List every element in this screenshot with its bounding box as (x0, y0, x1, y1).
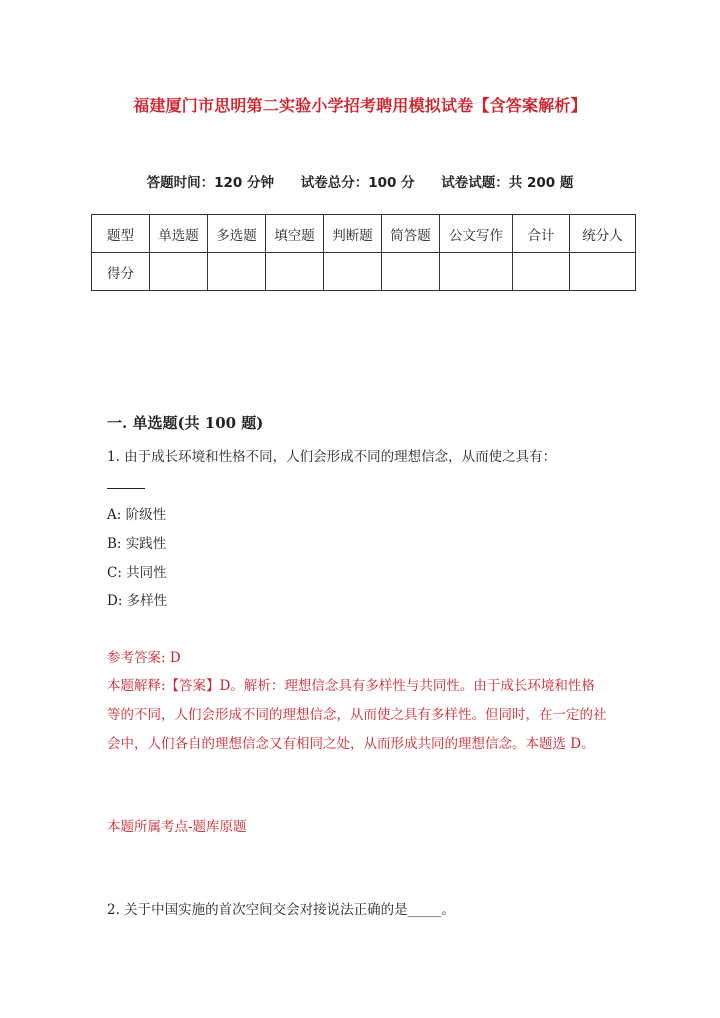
reference-answer: 参考答案: D (107, 650, 181, 666)
score-cell (513, 253, 570, 291)
score-header-cell: 多选题 (208, 215, 266, 253)
question-source: 本题所属考点-题库原题 (107, 819, 247, 835)
score-table (91, 214, 636, 291)
option-a: A: 阶级性 (107, 507, 167, 523)
exam-time: 答题时间：120 分钟 (146, 175, 274, 191)
question-2-stem: 2. 关于中国实施的首次空间交会对接说法正确的是_____。 (107, 902, 455, 918)
score-cell (570, 253, 636, 291)
score-header-cell: 题型 (92, 215, 150, 253)
score-cell (440, 253, 513, 291)
option-d: D: 多样性 (107, 593, 168, 609)
section-title: 一. 单选题(共 100 题) (107, 414, 264, 432)
score-cell (208, 253, 266, 291)
exam-meta (0, 171, 720, 191)
score-header-cell: 判断题 (324, 215, 382, 253)
exam-title: 福建厦门市思明第二实验小学招考聘用模拟试卷【含答案解析】 (133, 96, 587, 115)
score-row-label: 得分 (92, 253, 150, 291)
score-header-cell: 填空题 (266, 215, 324, 253)
score-header-cell: 统分人 (570, 215, 636, 253)
score-table-score-row (92, 253, 636, 291)
score-header-cell: 简答题 (382, 215, 440, 253)
score-cell (150, 253, 208, 291)
score-cell (266, 253, 324, 291)
option-b: B: 实践性 (107, 536, 167, 552)
score-header-cell: 公文写作 (440, 215, 513, 253)
score-table-header-row (92, 215, 636, 253)
option-c: C: 共同性 (107, 565, 167, 581)
question-1-stem: 1. 由于成长环境和性格不同，人们会形成不同的理想信念，从而使之具有： (107, 449, 557, 465)
score-header-cell: 单选题 (150, 215, 208, 253)
score-cell (382, 253, 440, 291)
exam-total-score: 试卷总分：100 分 (300, 175, 415, 191)
answer-explanation: 本题解释:【答案】D。解析：理想信念具有多样性与共同性。由于成长环境和性格等的不同，人们会形成不同的理想信念，从而使之具有多样性。但同时，在一定的社会中，人们各自的理想信念又有相同之处，从而形成共同的理想信念。本题选 D。 (107, 678, 607, 752)
answer-blank (107, 488, 145, 489)
exam-question-count: 试卷试题：共 200 题 (441, 175, 574, 191)
score-header-cell: 合计 (513, 215, 570, 253)
score-cell (324, 253, 382, 291)
